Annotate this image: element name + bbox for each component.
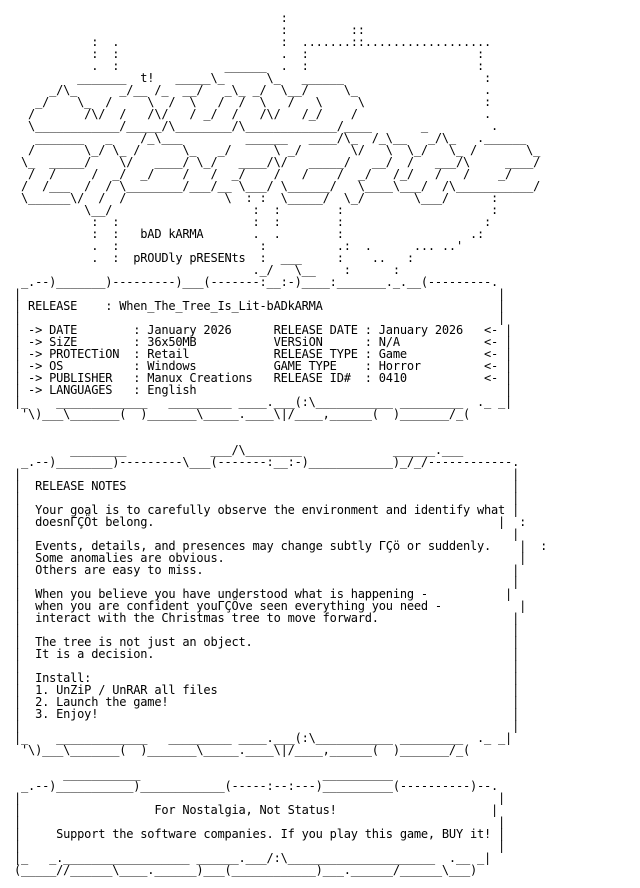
nfo-line: | 3. Enjoy! |	[0, 707, 520, 721]
nfo-line: '\)___\_______( )_______\_____.____\|/____,______( )_______/_(	[0, 407, 470, 421]
nfo-line: | -> DATE : January 2026 RELEASE DATE : January 2026 <- |	[0, 323, 513, 337]
nfo-line: _.--)________)---------\___(-------:__:-)____________)_/_/------------.	[0, 455, 520, 469]
nfo-line: | The tree is not just an object. |	[0, 635, 520, 649]
nfo-line: | Others are easy to miss. |	[0, 563, 520, 577]
nfo-line: \__/ : : : :	[0, 203, 499, 217]
nfo-line: ________ ___/\________ ______.___	[0, 443, 463, 457]
nfo-line: _______ _ /_\___ ______ ____/\_ /_\__ _/\_ .______	[0, 131, 527, 145]
nfo-line: / /___ / / \________/___/__ \___/ \______/ \____\___/ /\___________/	[0, 179, 541, 193]
nfo-line: | Support the software companies. If you play this game, BUY it! |	[0, 827, 506, 841]
nfo-line: | |	[0, 287, 506, 301]
nfo-line: _.--)_______)---------)___(-------:__:-)____:_______._.__(---------.	[0, 275, 499, 289]
nfo-line: | When you believe you have understood what is happening - |	[0, 587, 513, 601]
nfo-line: | Some anomalies are obvious. |	[0, 551, 527, 565]
nfo-line: | It is a decision. |	[0, 647, 520, 661]
nfo-line: | -> PROTECTiON : Retail RELEASE TYPE : Game <- |	[0, 347, 513, 361]
nfo-line: | RELEASE NOTES |	[0, 479, 520, 493]
nfo-line: _.--)___________)____________(-----:--:---)__________(----------)--.	[0, 779, 499, 793]
nfo-line: | |	[0, 815, 506, 829]
nfo-line: | |	[0, 575, 520, 589]
nfo-line: | -> OS : Windows GAME TYPE : Horror <- |	[0, 359, 513, 373]
nfo-line: | For Nostalgia, Not Status! |	[0, 803, 499, 817]
nfo-line: | |	[0, 491, 520, 505]
nfo-line: | Your goal is to carefully observe the environment and identify what |	[0, 503, 520, 517]
nfo-line: | -> SiZE : 36x50MB VERSiON : N/A <- |	[0, 335, 513, 349]
nfo-line: | -> PUBLISHER : Manux Creations RELEASE ID# : 0410 <- |	[0, 371, 513, 385]
nfo-line: . : pROUDly pRESENts : ___ : .. :	[0, 251, 414, 265]
nfo-line: |_ _.__________________ ______.___/:\_____________________ .__ _|	[0, 851, 492, 865]
nfo-line: | interact with the Christmas tree to move forward. |	[0, 611, 520, 625]
nfo-line: : : : : : :	[0, 215, 492, 229]
nfo-line: | -> LANGUAGES : English |	[0, 383, 513, 397]
nfo-line: | |	[0, 839, 506, 853]
nfo-line: / / / _/ _/ / / _/ / / / _/ /_/ / / _/	[0, 167, 513, 181]
nfo-line: | 1. UnZiP / UnRAR all files |	[0, 683, 520, 697]
nfo-line: _/\_ _/__ /_ __/ _\_ _/ \__/ \_ .	[0, 83, 492, 97]
nfo-line: | when you are confident youΓÇÖve seen everything you need - |	[0, 599, 527, 613]
nfo-line: | |	[0, 623, 520, 637]
nfo-line: |_ _____________ _________ ____.___(:\___________ _________ ._ _|	[0, 731, 513, 745]
nfo-line: | 2. Launch the game! |	[0, 695, 520, 709]
nfo-line: _/ \_ / \ / \ / / \ / \ \ :	[0, 95, 492, 109]
nfo-line: : : bAD kARMA . . : .:	[0, 227, 485, 241]
nfo-line: \____________/_____/\________/\_____________/____ _ .	[0, 119, 499, 133]
nfo-line: . : ______ . : :	[0, 59, 485, 73]
nfo-line: / /\/ / /\/ / _/ / /\/ /_/ / .	[0, 107, 492, 121]
nfo-line: | doesnΓÇÖt belong. | :	[0, 515, 527, 529]
nfo-line: : : . : :	[0, 47, 485, 61]
nfo-line: |_ _____________ _________ ____.___(:\___________ _________ ._ _|	[0, 395, 513, 409]
nfo-line: | |	[0, 467, 520, 481]
nfo-line: :	[0, 11, 288, 25]
nfo-line: : ::	[0, 23, 365, 37]
nfo-line: (_____//______\____.______)___(____________)___.______/______\___)	[0, 863, 477, 877]
nfo-line: '\)___\_______( )_______\_____.____\|/____,______( )_______/_(	[0, 743, 470, 757]
nfo-line: | Events, details, and presences may change subtly ΓÇö or suddenly. | :	[0, 539, 548, 553]
nfo-line: . : : .: . ... ..'	[0, 239, 463, 253]
nfo-line: \_ _____/ \/ ____/ \_/ ____/\/ _____/ __/ / ___/\ ____/	[0, 155, 541, 169]
nfo-line: | RELEASE : When_The_Tree_Is_Lit-bADkARMA |	[0, 299, 506, 313]
nfo-line: / \_/ \_ / \_ _/ \ _/ \/ \ \_/ \_ / \_	[0, 143, 541, 157]
nfo-line: \______\/ / / \ : : \_____/ \_/ \___/ :	[0, 191, 499, 205]
nfo-line: ._/ \__ : :	[0, 263, 400, 277]
nfo-line: | |	[0, 311, 506, 325]
nfo-line: | |	[0, 527, 520, 541]
nfo-line: : . : .......::..................	[0, 35, 492, 49]
nfo-line: | Install: |	[0, 671, 520, 685]
nfo-line: _______ t! _____\_ \_ ______ :	[0, 71, 492, 85]
nfo-line: | |	[0, 659, 520, 673]
nfo-line: ___________ __________	[0, 767, 393, 781]
nfo-line: | |	[0, 791, 506, 805]
nfo-line: | |	[0, 719, 520, 733]
